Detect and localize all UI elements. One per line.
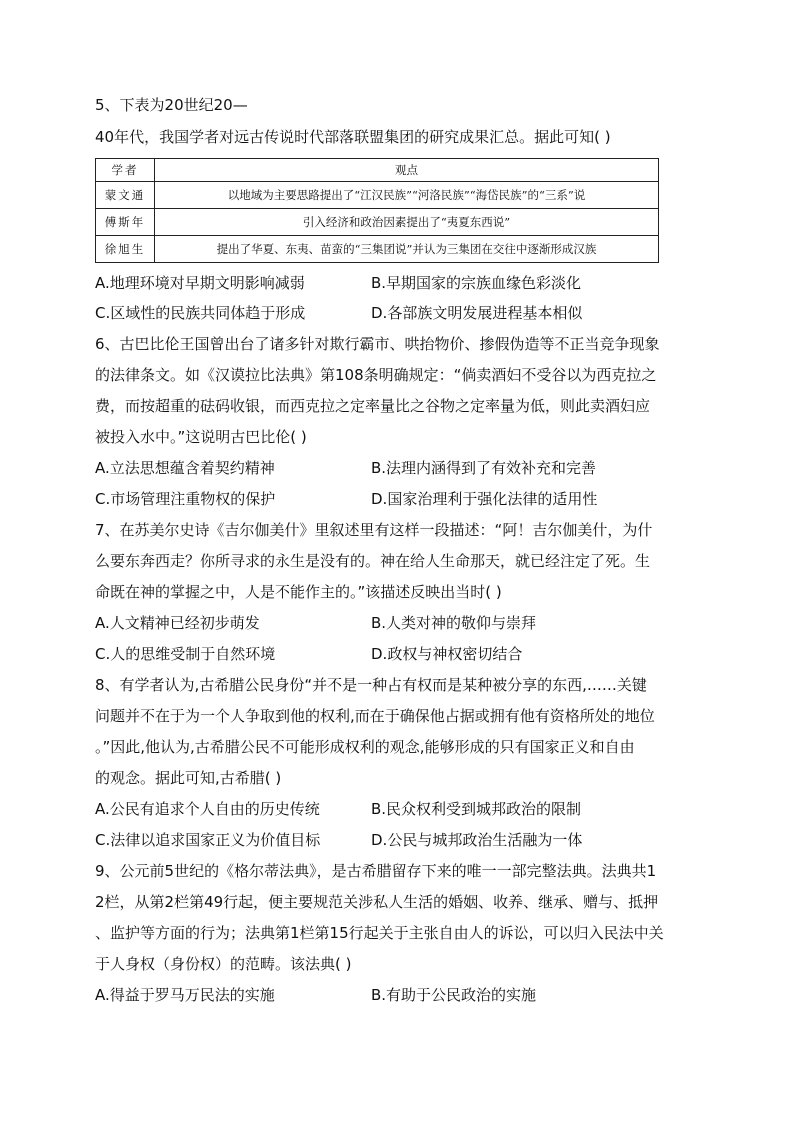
q9-option-b: B.有助于公民政治的实施	[371, 986, 537, 1004]
table-row	[96, 182, 659, 209]
q7-option-d: D.政权与神权密切结合	[371, 645, 523, 663]
scholar-viewpoint-table	[95, 158, 659, 263]
q6-option-b: B.法理内涵得到了有效补充和完善	[371, 459, 597, 477]
table-cell-viewpoint: 以地域为主要思路提出了“江汉民族”“河洛民族”“海岱民族”的“三系”说	[155, 182, 659, 209]
q5-option-d: D.各部族文明发展进程基本相似	[371, 304, 583, 322]
q8-stem-line-2: 问题并不在于为一个人争取到他的权利,而在于确保他占据或拥有他有资格所处的地位	[95, 707, 655, 725]
q6-option-c: C.市场管理注重物权的保护	[95, 490, 276, 508]
table-cell-scholar: 蒙文通	[96, 182, 155, 209]
q5-option-c: C.区域性的民族共同体趋于形成	[95, 304, 306, 322]
q6-stem-line-1: 6、古巴比伦王国曾出台了诸多针对欺行霸市、哄抬物价、掺假伪造等不正当竞争现象	[95, 335, 660, 353]
q9-stem-line-4: 于人身权（身份权）的范畴。该法典( )	[95, 955, 352, 973]
q9-stem-line-1: 9、公元前5世纪的《格尔蒂法典》，是古希腊留存下来的唯一一部完整法典。法典共1	[95, 862, 657, 880]
q8-stem-line-1: 8、有学者认为,古希腊公民身份“并不是一种占有权而是某种被分享的东西,……关键	[95, 676, 647, 694]
table-cell-viewpoint: 提出了华夏、东夷、苗蛮的“三集团说”并认为三集团在交往中逐渐形成汉族	[155, 236, 659, 263]
q9-stem-line-3: 、监护等方面的行为；法典第1栏第15行起关于主张自由人的诉讼，可以归入民法中关	[95, 924, 664, 942]
q8-option-a: A.公民有追求个人自由的历史传统	[95, 800, 320, 818]
table-header-viewpoint: 观点	[155, 159, 659, 182]
q9-option-a: A.得益于罗马万民法的实施	[95, 986, 275, 1004]
q6-option-a: A.立法思想蕴含着契约精神	[95, 459, 275, 477]
q5-stem-line-2: 40年代，我国学者对远古传说时代部落联盟集团的研究成果汇总。据此可知( )	[95, 128, 611, 146]
q7-stem-line-3: 命既在神的掌握之中，人是不能作主的。”该描述反映出当时( )	[95, 583, 502, 601]
q7-option-b: B.人类对神的敬仰与崇拜	[371, 614, 537, 632]
q5-option-a: A.地理环境对早期文明影响减弱	[95, 274, 305, 292]
q8-option-b: B.民众权利受到城邦政治的限制	[371, 800, 582, 818]
q6-stem-line-4: 被投入水中。”这说明古巴比伦( )	[95, 428, 307, 446]
q6-stem-line-3: 费，而按超重的砝码收银，而西克拉之定率量比之谷物之定率量为低，则此卖酒妇应	[95, 397, 651, 415]
table-header-row	[96, 159, 659, 182]
q8-stem-line-4: 的观念。据此可知,古希腊( )	[95, 769, 282, 787]
q8-stem-line-3: 。”因此,他认为,古希腊公民不可能形成权利的观念,能够形成的只有国家正义和自由	[95, 738, 635, 756]
q7-option-a: A.人文精神已经初步萌发	[95, 614, 260, 632]
q7-stem-line-1: 7、在苏美尔史诗《吉尔伽美什》里叙述里有这样一段描述：“阿！吉尔伽美什，为什	[95, 521, 653, 539]
table-header-scholar: 学者	[96, 159, 155, 182]
q5-option-b: B.早期国家的宗族血缘色彩淡化	[371, 274, 582, 292]
q8-option-c: C.法律以追求国家正义为价值目标	[95, 831, 321, 849]
table-cell-viewpoint: 引入经济和政治因素提出了“夷夏东西说”	[155, 209, 659, 236]
q7-option-c: C.人的思维受制于自然环境	[95, 645, 276, 663]
q8-option-d: D.公民与城邦政治生活融为一体	[371, 831, 583, 849]
q6-stem-line-2: 的法律条文。如《汉谟拉比法典》第108条明确规定：“倘卖酒妇不受谷以为西克拉之	[95, 366, 657, 384]
table-row	[96, 209, 659, 236]
q5-stem-line-1: 5、下表为20世纪20—	[95, 96, 248, 114]
q6-option-d: D.国家治理利于强化法律的适用性	[371, 490, 598, 508]
q7-stem-line-2: 么要东奔西走？你所寻求的永生是没有的。神在给人生命那天，就已经注定了死。生	[95, 552, 651, 570]
q9-stem-line-2: 2栏，从第2栏第49行起，便主要规范关涉私人生活的婚姻、收养、继承、赠与、抵押	[95, 893, 659, 911]
table-row	[96, 236, 659, 263]
table-cell-scholar: 傅斯年	[96, 209, 155, 236]
table-cell-scholar: 徐旭生	[96, 236, 155, 263]
